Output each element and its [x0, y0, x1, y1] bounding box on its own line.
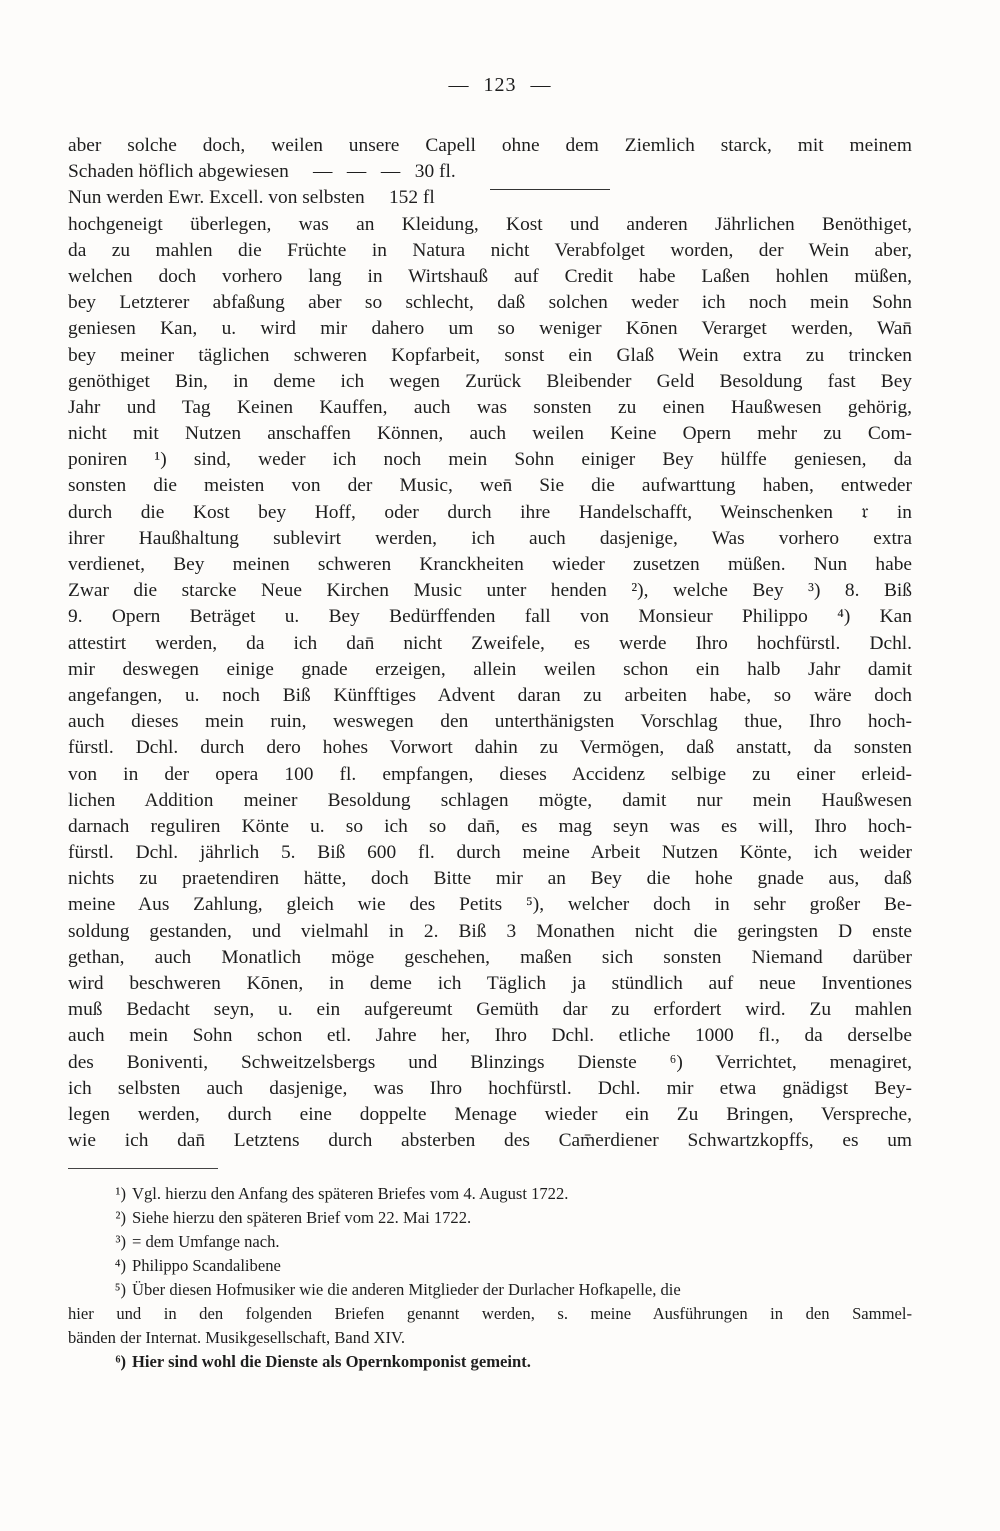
text-line: angefangen, u. noch Biß Künfftiges Advent daran zu arbeiten habe, so wäre doch [68, 684, 912, 706]
text-line: durch die Kost bey Hoff, oder durch ihre Handelschafft, Weinschenken 𝔯 in [68, 501, 912, 523]
footnote-number: ²) [115, 1208, 126, 1227]
text-line: ihrer Haußhaltung sublevirt werden, ich auch dasjenige, Was vorhero extra [68, 527, 912, 549]
footnote-number: ⁶) [115, 1352, 126, 1371]
footnote [68, 1254, 912, 1278]
footnote-text: Über diesen Hofmusiker wie die anderen Mitglieder der Durlacher Hofkapelle, die [132, 1280, 681, 1299]
text-line: ich selbsten auch dasjenige, was Ihro hochfürstl. Dchl. mir etwa gnädigst Bey- [68, 1077, 912, 1099]
text-line: legen werden, durch eine doppelte Menage wieder ein Zu Bringen, Verspreche, [68, 1103, 912, 1125]
footnote-text: = dem Umfange nach. [132, 1232, 280, 1251]
text-line: von in der opera 100 fl. empfangen, dieses Accidenz selbige zu einer erleid- [68, 763, 912, 785]
footnote-text: Vgl. hierzu den Anfang des späteren Briefes vom 4. August 1722. [132, 1184, 569, 1203]
text-line: wie ich dan̄ Letztens durch absterben des Cam̄erdiener Schwartzkopffs, es um [68, 1130, 912, 1152]
text-line: nicht mit Nutzen anschaffen Können, auch weilen Keine Opern mehr zu Com- [68, 423, 912, 445]
text-line: da zu mahlen die Früchte in Natura nicht Verabfolget worden, der Wein aber, [68, 239, 912, 261]
text-line: hochgeneigt überlegen, was an Kleidung, Kost und anderen Jährlichen Benöthiget, [68, 213, 912, 235]
footnote-number: ³) [115, 1232, 126, 1251]
footnote-continuation: bänden der Internat. Musikgesellschaft, Band XIV. [68, 1328, 406, 1347]
text-line: auch mein Sohn schon etl. Jahre her, Ihro Dchl. etliche 1000 fl., da derselbe [68, 1025, 912, 1047]
text-line: sonsten die meisten von der Music, wen̄ Sie die aufwarttung haben, entweder [68, 475, 912, 497]
footnote-rule [68, 1168, 218, 1169]
text-line: gethan, auch Monatlich möge geschehen, maßen sich sonsten Niemand darüber [68, 946, 912, 968]
text-line: fürstl. Dchl. durch dero hohes Vorwort dahin zu Vermögen, daß anstatt, da sonsten [68, 737, 912, 759]
footnote-text: Hier sind wohl die Dienste als Opernkomponist gemeint. [132, 1352, 531, 1371]
text-line: meine Aus Zahlung, gleich wie des Petits ⁵), welcher doch in sehr großer Be- [68, 894, 912, 916]
footnote-text: Philippo Scandalibene [132, 1256, 281, 1275]
text-line: mir deswegen einige gnade erzeigen, allein weilen schon ein halb Jahr damit [68, 658, 912, 680]
footnote-number: ¹) [115, 1184, 126, 1203]
text-line: des Boniventi, Schweitzelsbergs und Blinzings Dienste ⁶) Verrichtet, menagiret, [68, 1051, 912, 1073]
text-line: Zwar die starcke Neue Kirchen Music unter henden ²), welche Bey ³) 8. Biß [68, 580, 912, 602]
text-line: poniren ¹) sind, weder ich noch mein Sohn einiger Bey hülffe geniesen, da [68, 449, 912, 471]
footnote-number: ⁵) [114, 1280, 126, 1299]
header-dash-left: — [448, 74, 470, 96]
text-line: geniesen Kan, u. wird mir dahero um so weniger Kōnen Verarget werden, Wan̄ [68, 318, 912, 340]
text-line: 9. Opern Beträget u. Bey Bedürffenden fall von Monsieur Philippo ⁴) Kan [68, 606, 912, 628]
footnote-text: Siehe hierzu den späteren Brief vom 22. Mai 1722. [132, 1208, 472, 1227]
text-line: genöthiget Bin, in deme ich wegen Zurück Bleibender Geld Besoldung fast Bey [68, 370, 912, 392]
text-line: bey Letzterer abfaßung aber so schlecht, daß solchen weder ich noch mein Sohn [68, 292, 912, 314]
text-line: Jahr und Tag Keinen Kauffen, auch was sonsten zu einen Haußwesen gehörig, [68, 396, 912, 418]
text-line: wird beschweren Kōnen, in deme ich Täglich ja stündlich auf neue Inventiones [68, 973, 912, 994]
footnote [68, 1230, 912, 1254]
text-line: aber solche doch, weilen unsere Capell ohne dem Ziemlich starck, mit meinem [68, 135, 912, 156]
footnote [68, 1350, 912, 1374]
text-line: welchen doch vorhero lang in Wirtshauß auf Credit habe Laßen hohlen müßen, [68, 265, 912, 287]
letter-body [68, 133, 912, 1154]
text-line: darnach reguliren Könte u. so ich so dan̄, es mag seyn was es will, Ihro hoch- [68, 815, 912, 837]
footnote-number: ⁴) [114, 1256, 126, 1275]
text-line: fürstl. Dchl. jährlich 5. Biß 600 fl. durch meine Arbeit Nutzen Könte, ich weider [68, 842, 912, 864]
footnote [68, 1206, 912, 1230]
text-line: muß Bedacht seyn, u. ein aufgereumt Gemüth dar zu erfordert wird. Zu mahlen [68, 999, 912, 1021]
footnote-continuation: hier und in den folgenden Briefen genannt werden, s. meine Ausführungen in den Sammel- [68, 1304, 912, 1323]
footnote [68, 1182, 912, 1206]
text-line: lichen Addition meiner Besoldung schlagen mögte, damit nur mein Haußwesen [68, 789, 912, 811]
text-line: Nun werden Ewr. Excell. von selbsten 152 fl [68, 187, 435, 209]
footnotes [68, 1182, 912, 1374]
text-line: nichts zu praetendiren hätte, doch Bitte mir an Bey die hohe gnade aus, daß [68, 868, 912, 890]
footnote [68, 1278, 912, 1302]
text-line: soldung gestanden, und vielmahl in 2. Biß 3 Monathen nicht die geringsten D enste [68, 920, 912, 942]
text-line: Schaden höflich abgewiesen — — — 30 fl. [68, 161, 456, 183]
header-dash-right: — [530, 74, 552, 96]
text-line: auch dieses mein ruin, weswegen den unterthänigsten Vorschlag thue, Ihro hoch- [68, 711, 912, 733]
text-line: attestirt werden, da ich dan̄ nicht Zweifele, es werde Ihro hochfürstl. Dchl. [68, 632, 912, 654]
page-number: 123 [483, 74, 517, 96]
text-line: verdienet, Bey meinen schweren Kranckheiten wieder zusetzen müßen. Nun habe [68, 554, 912, 575]
page-header [0, 74, 1000, 97]
text-line: bey meiner täglichen schweren Kopfarbeit, sonst ein Glaß Wein extra zu trincken [68, 344, 912, 366]
